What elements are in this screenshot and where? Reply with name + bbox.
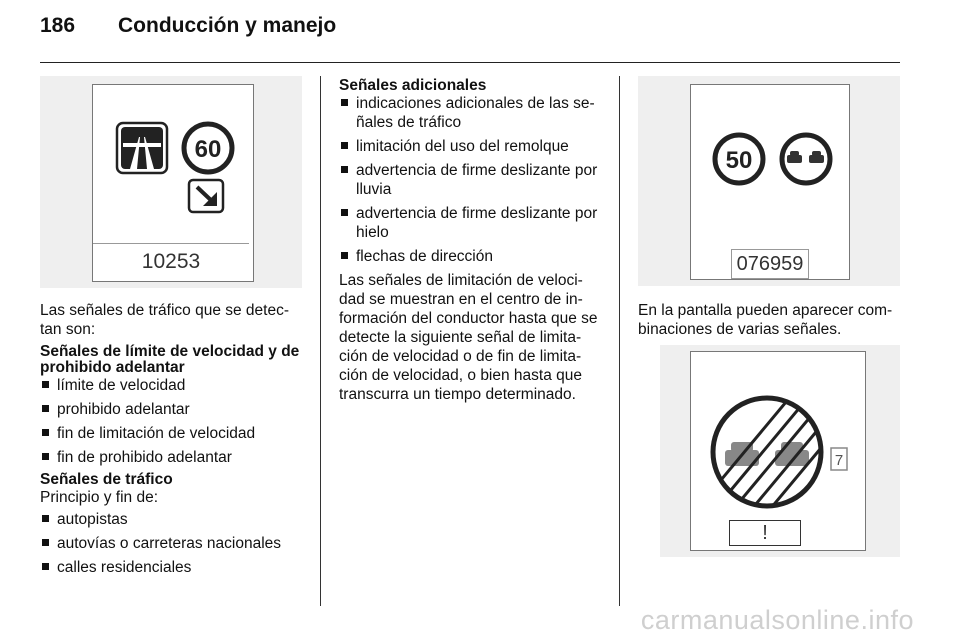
sign-code: ! xyxy=(729,520,801,546)
list-item: flechas de dirección xyxy=(339,247,609,266)
bullet-icon xyxy=(341,252,348,259)
speed-limit-sign-icon xyxy=(184,124,232,172)
end-no-overtaking-sign-icon xyxy=(711,372,851,512)
bullet-icon xyxy=(42,429,49,436)
list-item: autovías o carreteras nacionales xyxy=(40,534,310,553)
list-item: advertencia de firme deslizante por hielo xyxy=(339,204,609,242)
list-item: autopistas xyxy=(40,510,310,529)
additional-sign-list xyxy=(339,94,609,266)
section-heading-speed-2: prohibido adelantar xyxy=(40,359,185,376)
list-item: prohibido adelantar xyxy=(40,400,310,419)
speed-value: 60 xyxy=(194,136,222,163)
side-indicator xyxy=(831,448,847,470)
bullet-icon xyxy=(42,563,49,570)
sign-code: 10253 xyxy=(93,243,249,280)
speed-sign-list xyxy=(40,376,310,467)
figure-speed-limit-motorway xyxy=(40,76,302,288)
column-1 xyxy=(40,301,310,582)
list-item: advertencia de firme deslizante por lluvia xyxy=(339,161,609,199)
intro-line-2: tan son: xyxy=(40,321,96,338)
column-divider-2 xyxy=(619,76,620,606)
intro-line-1: Las señales de tráfico que se detec- xyxy=(40,302,290,319)
traffic-sign-graphic xyxy=(691,85,849,243)
column-divider-1 xyxy=(320,76,321,606)
figure-speed-limit-no-overtaking xyxy=(638,76,900,286)
speed-limit-sign-icon xyxy=(715,135,763,183)
header-rule xyxy=(40,62,900,63)
sign-panel xyxy=(690,351,866,551)
column-2 xyxy=(339,78,609,404)
sign-panel xyxy=(92,84,254,282)
sign-panel xyxy=(690,84,850,280)
bullet-icon xyxy=(42,539,49,546)
section-heading-additional: Señales adicionales xyxy=(339,77,487,94)
speed-value: 50 xyxy=(725,147,753,174)
combination-line-1: En la pantalla pueden aparecer com- xyxy=(638,302,893,319)
list-item: fin de limitación de velocidad xyxy=(40,424,310,443)
bullet-icon xyxy=(42,381,49,388)
page-number: 186 xyxy=(40,14,76,37)
page-header xyxy=(40,14,336,38)
list-item: límite de velocidad xyxy=(40,376,310,395)
bullet-icon xyxy=(341,99,348,106)
bullet-icon xyxy=(42,515,49,522)
traffic-sign-graphic xyxy=(93,85,253,245)
bullet-icon xyxy=(341,166,348,173)
no-overtaking-sign-icon xyxy=(782,135,830,183)
section-intro-traffic: Principio y fin de: xyxy=(40,489,159,506)
list-item: calles residenciales xyxy=(40,558,310,577)
list-item: indicaciones adicionales de las se- ñales de tráfico xyxy=(339,94,609,132)
list-item: limitación del uso del remolque xyxy=(339,137,609,156)
page-title: Conducción y manejo xyxy=(118,14,337,37)
column-3 xyxy=(638,301,908,339)
section-heading-traffic: Señales de tráfico xyxy=(40,471,173,488)
bullet-icon xyxy=(341,142,348,149)
watermark: carmanualsonline.info xyxy=(640,605,914,635)
side-mark: 7 xyxy=(834,452,844,469)
list-item: fin de prohibido adelantar xyxy=(40,448,310,467)
bullet-icon xyxy=(42,453,49,460)
sign-code: 076959 xyxy=(731,249,809,279)
direction-arrow-icon xyxy=(189,180,223,212)
bullet-icon xyxy=(42,405,49,412)
bullet-icon xyxy=(341,209,348,216)
section-heading-speed: Señales de límite de velocidad y de xyxy=(40,343,300,360)
figure-end-no-overtaking xyxy=(660,345,900,557)
traffic-sign-list xyxy=(40,510,310,577)
traffic-sign-graphic xyxy=(691,352,865,512)
motorway-icon xyxy=(117,123,167,173)
combination-line-2: binaciones de varias señales. xyxy=(638,321,842,338)
speed-display-paragraph: Las señales de limitación de veloci- dad se muestran en el centro de in- formación del conductor hasta que se detecte la siguiente señal de limita- ción de velocidad o de fin de limita- ción de velocidad, o bien hasta que transcurra un tiempo determinado. xyxy=(339,272,598,403)
